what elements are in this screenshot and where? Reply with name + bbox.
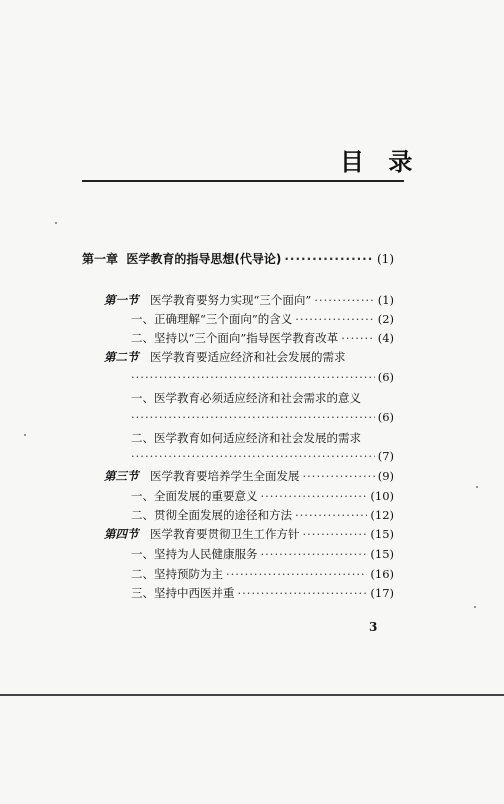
subsection-title: 一、全面发展的重要意义 xyxy=(131,489,258,503)
leader-dots xyxy=(341,331,374,345)
page-ref: (16) xyxy=(370,567,394,581)
page-title: 目 录 xyxy=(340,148,421,176)
toc-subsection[interactable] xyxy=(131,311,394,327)
subsection-title: 一、医学教育必须适应经济和社会需求的意义 xyxy=(131,391,361,405)
toc-subsection[interactable] xyxy=(131,390,394,406)
leader-dots xyxy=(303,469,375,483)
toc-subsection[interactable] xyxy=(131,507,394,523)
page-ref: (4) xyxy=(377,331,394,345)
toc-section-4[interactable] xyxy=(104,526,394,542)
subsection-title: 二、医学教育如何适应经济和社会发展的需求 xyxy=(131,431,361,445)
leader-dots xyxy=(303,527,368,541)
toc-subsection[interactable] xyxy=(131,488,394,504)
leader-dots xyxy=(261,489,368,503)
scan-edge-line xyxy=(0,694,504,696)
leader-dots xyxy=(131,410,375,424)
page-ref: (1) xyxy=(377,252,394,266)
section-label: 第一节 xyxy=(104,293,139,307)
section-title: 医学教育要适应经济和社会发展的需求 xyxy=(150,350,346,364)
page-ref: (15) xyxy=(370,547,394,561)
leader-dots xyxy=(314,293,374,307)
section-label: 第四节 xyxy=(104,527,139,541)
toc-section-3[interactable] xyxy=(104,468,394,484)
toc-continuation[interactable] xyxy=(131,370,394,384)
page-ref: (7) xyxy=(377,449,394,463)
scan-speck xyxy=(474,606,476,608)
toc-subsection[interactable] xyxy=(131,430,394,446)
page-ref: (15) xyxy=(370,527,394,541)
subsection-title: 一、坚持为人民健康服务 xyxy=(131,547,258,561)
toc-subsection[interactable] xyxy=(131,566,394,582)
chapter-label: 第一章 xyxy=(82,252,119,266)
subsection-title: 一、正确理解“三个面向”的含义 xyxy=(131,312,293,326)
page-ref: (9) xyxy=(377,469,394,483)
toc-subsection[interactable] xyxy=(131,585,394,601)
section-label: 第二节 xyxy=(104,350,139,364)
leader-dots xyxy=(295,508,367,522)
page-ref: (10) xyxy=(370,489,394,503)
section-label: 第三节 xyxy=(104,469,139,483)
page-ref: (1) xyxy=(377,293,394,307)
toc-subsection[interactable] xyxy=(131,330,394,346)
page-ref: (12) xyxy=(370,508,394,522)
subsection-title: 二、坚持预防为主 xyxy=(131,567,223,581)
leader-dots xyxy=(131,449,375,463)
leader-dots xyxy=(226,567,367,581)
subsection-title: 二、贯彻全面发展的途径和方法 xyxy=(131,508,292,522)
section-title: 医学教育要培养学生全面发展 xyxy=(150,469,300,483)
section-title: 医学教育要贯彻卫生工作方针 xyxy=(150,527,300,541)
toc-section-2[interactable] xyxy=(104,349,394,365)
subsection-title: 三、坚持中西医并重 xyxy=(131,586,235,600)
scan-speck xyxy=(476,486,478,488)
page-number: 3 xyxy=(369,620,378,634)
toc-section-1[interactable] xyxy=(104,292,394,308)
leader-dots xyxy=(131,370,375,384)
toc-continuation[interactable] xyxy=(131,410,394,424)
scan-speck xyxy=(24,434,26,436)
leader-dots xyxy=(295,312,374,326)
scan-speck xyxy=(55,222,57,224)
page-ref: (2) xyxy=(377,312,394,326)
leader-dots xyxy=(261,547,368,561)
leader-dots xyxy=(238,586,368,600)
toc-subsection[interactable] xyxy=(131,546,394,562)
toc-continuation[interactable] xyxy=(131,449,394,463)
page-ref: (17) xyxy=(370,586,394,600)
subsection-title: 二、坚持以“三个面向”指导医学教育改革 xyxy=(131,331,339,345)
page-ref: (6) xyxy=(377,370,394,384)
page-ref: (6) xyxy=(377,410,394,424)
chapter-title: 医学教育的指导思想(代导论) xyxy=(126,252,282,266)
title-rule xyxy=(82,180,404,182)
section-title: 医学教育要努力实现“三个面向” xyxy=(150,293,312,307)
toc-chapter-1[interactable] xyxy=(82,250,394,267)
leader-dots xyxy=(284,252,374,266)
